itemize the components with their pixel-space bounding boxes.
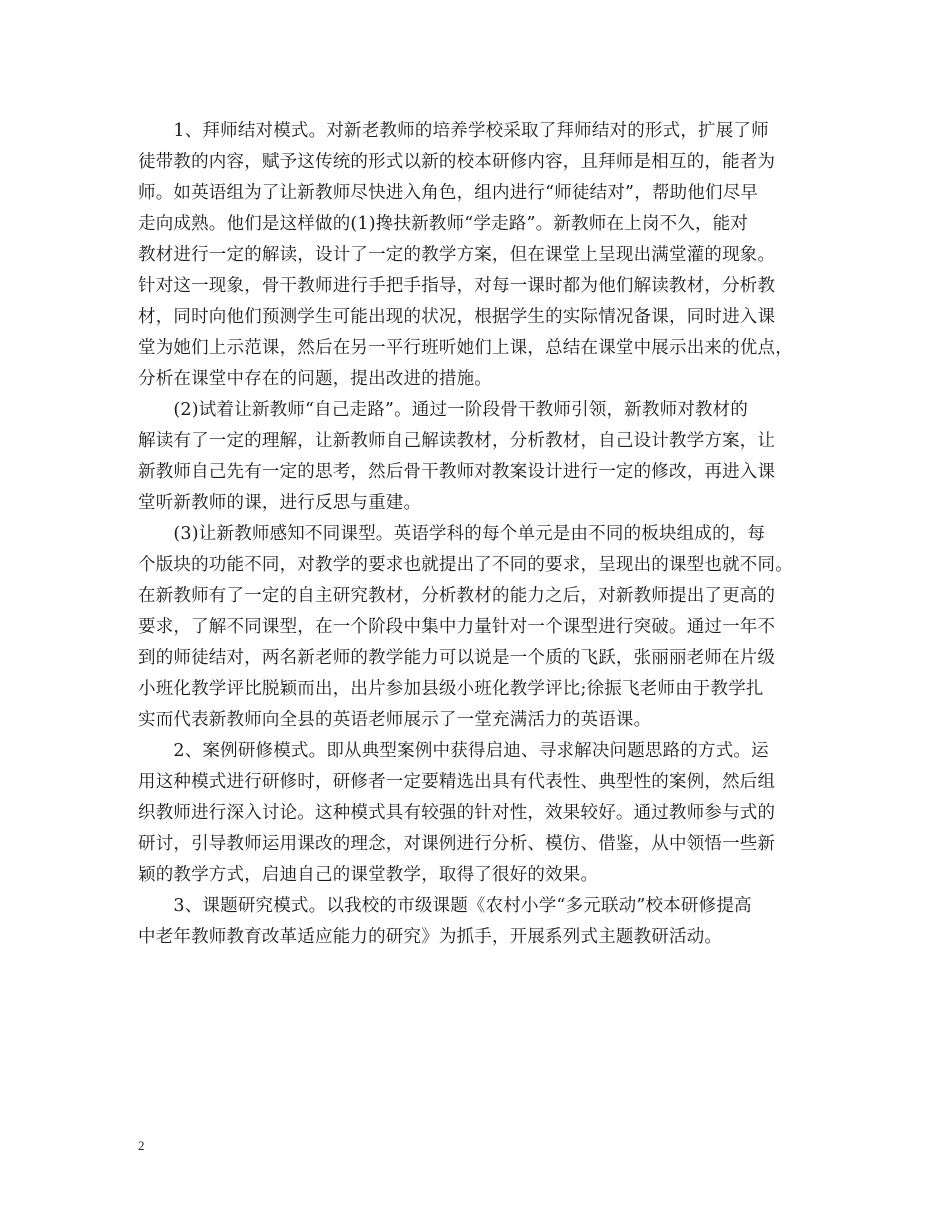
- text-line: 新教师自己先有一定的思考，然后骨干教师对教案设计进行一定的修改，再进入课: [138, 462, 776, 482]
- text-line: 织教师进行深入讨论。这种模式具有较强的针对性，效果较好。通过教师参与式的: [138, 803, 776, 823]
- text-line: 研讨，引导教师运用课改的理念，对课例进行分析、模仿、借鉴，从中领悟一些新: [138, 834, 776, 854]
- text-line: 针对这一现象，骨干教师进行手把手指导，对每一课时都为他们解读教材，分析教: [138, 276, 776, 296]
- paragraph-4: [138, 736, 838, 891]
- text-line: 2、案例研修模式。即从典型案例中获得启迪、寻求解决问题思路的方式。运: [138, 741, 769, 761]
- text-line: (3)让新教师感知不同课型。英语学科的每个单元是由不同的板块组成的，每: [138, 524, 766, 544]
- text-line: 要求，了解不同课型，在一个阶段中集中力量针对一个课型进行突破。通过一年不: [138, 617, 776, 637]
- text-line: 堂听新教师的课，进行反思与重建。: [138, 493, 422, 513]
- text-line: 教材进行一定的解读，设计了一定的教学方案，但在课堂上呈现出满堂灌的现象。: [138, 245, 776, 265]
- text-line: 在新教师有了一定的自主研究教材，分析教材的能力之后，对新教师提出了更高的: [138, 586, 776, 606]
- text-line: 堂为她们上示范课，然后在另一平行班听她们上课，总结在课堂中展示出来的优点，: [138, 338, 793, 358]
- text-line: 走向成熟。他们是这样做的(1)搀扶新教师“学走路”。新教师在上岗不久，能对: [138, 214, 749, 234]
- text-line: 实而代表新教师向全县的英语老师展示了一堂充满活力的英语课。: [138, 710, 652, 730]
- text-line: 用这种模式进行研修时，研修者一定要精选出具有代表性、典型性的案例，然后组: [138, 772, 776, 792]
- text-line: 解读有了一定的理解，让新教师自己解读教材，分析教材，自己设计教学方案，让: [138, 431, 776, 451]
- text-line: 徒带教的内容，赋予这传统的形式以新的校本研修内容，且拜师是相互的，能者为: [138, 152, 776, 172]
- text-line: 分析在课堂中存在的问题，提出改进的措施。: [138, 369, 492, 389]
- text-line: 到的师徒结对，两名新老师的教学能力可以说是一个质的飞跃，张丽丽老师在片级: [138, 648, 776, 668]
- paragraph-3: [138, 519, 838, 736]
- document-body: [138, 116, 838, 953]
- text-line: 个版块的功能不同，对教学的要求也就提出了不同的要求，呈现出的课型也就不同。: [138, 555, 793, 575]
- text-line: 3、课题研究模式。以我校的市级课题《农村小学“多元联动”校本研修提高: [138, 896, 752, 916]
- text-line: (2)试着让新教师“自己走路”。通过一阶段骨干教师引领，新教师对教材的: [138, 400, 749, 420]
- text-line: 小班化教学评比脱颖而出，出片参加县级小班化教学评比;徐振飞老师由于教学扎: [138, 679, 764, 699]
- paragraph-2: [138, 395, 838, 519]
- paragraph-1: [138, 116, 838, 395]
- text-line: 中老年教师教育改革适应能力的研究》为抓手，开展系列式主题教研活动。: [138, 927, 723, 947]
- paragraph-5: [138, 891, 838, 953]
- text-line: 材，同时向他们预测学生可能出现的状况，根据学生的实际情况备课，同时进入课: [138, 307, 776, 327]
- text-line: 1、拜师结对模式。对新老教师的培养学校采取了拜师结对的形式，扩展了师: [138, 121, 769, 141]
- text-line: 颖的教学方式，启迪自己的课堂教学，取得了很好的效果。: [138, 865, 599, 885]
- page-number: 2: [138, 1138, 145, 1153]
- text-line: 师。如英语组为了让新教师尽快进入角色，组内进行“师徒结对”，帮助他们尽早: [138, 183, 759, 203]
